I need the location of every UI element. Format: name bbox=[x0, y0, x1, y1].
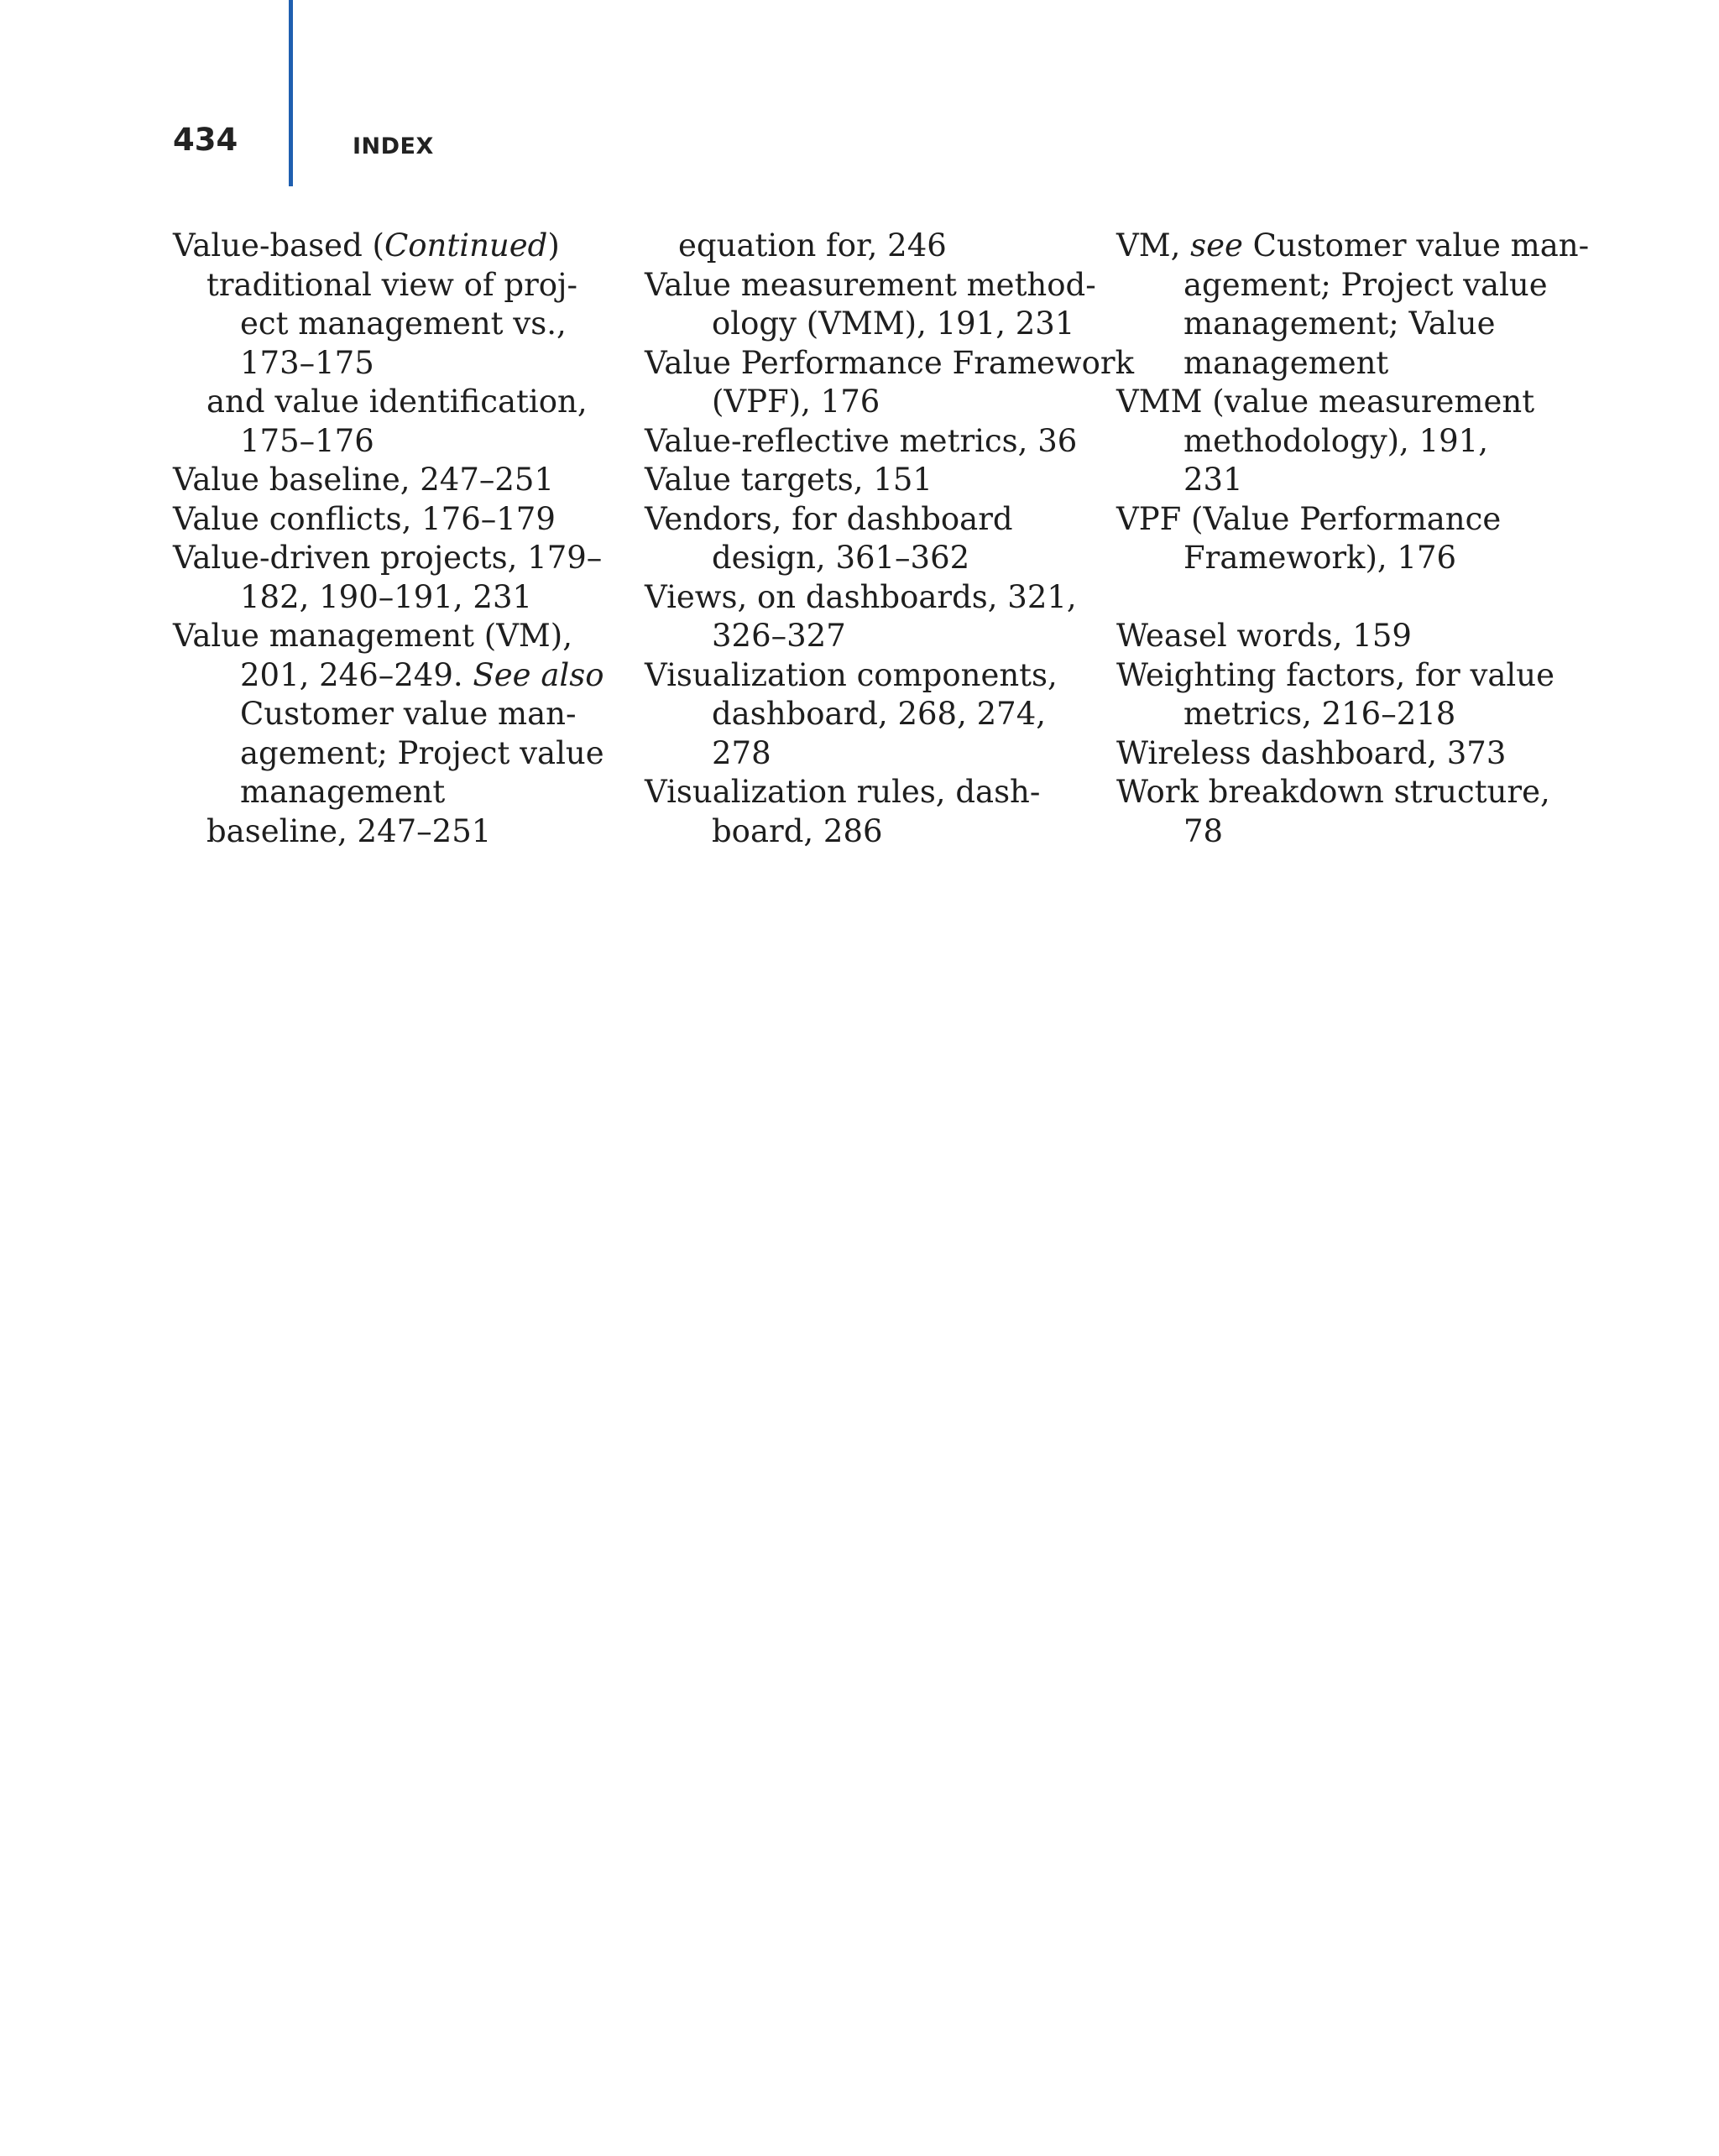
index-text: 231 bbox=[1183, 462, 1243, 498]
index-entry bbox=[645, 461, 1115, 500]
index-entry bbox=[1116, 656, 1586, 696]
index-text-italic: See also bbox=[473, 656, 604, 693]
index-text: Visualization components, bbox=[645, 656, 1058, 693]
index-text-italic: Continued bbox=[384, 227, 548, 264]
index-entry-continuation bbox=[173, 734, 643, 774]
index-text: Value targets, 151 bbox=[645, 462, 933, 498]
index-entry-continuation bbox=[1116, 266, 1586, 305]
index-text: 182, 190–191, 231 bbox=[240, 578, 533, 615]
index-text: management bbox=[240, 774, 446, 810]
index-entry bbox=[1116, 383, 1586, 422]
index-text: Value Performance Framework bbox=[645, 344, 1134, 381]
index-text: ology (VMM), 191, 231 bbox=[712, 305, 1075, 342]
index-text: board, 286 bbox=[712, 812, 883, 849]
index-entry bbox=[1116, 500, 1586, 540]
index-entry bbox=[1116, 773, 1586, 812]
index-text: ) bbox=[547, 227, 560, 264]
index-entry-continuation bbox=[645, 812, 1115, 852]
index-entry-continuation bbox=[1116, 539, 1586, 578]
index-text: (VPF), 176 bbox=[712, 384, 880, 420]
index-entry-continuation bbox=[645, 695, 1115, 734]
index-text: VPF (Value Performance bbox=[1116, 500, 1502, 537]
index-entry bbox=[173, 461, 643, 500]
index-text: Work breakdown structure, bbox=[1116, 774, 1550, 810]
index-text: VMM (value measurement bbox=[1116, 384, 1535, 420]
index-text: Value conflicts, 176–179 bbox=[173, 500, 556, 537]
index-entry-continuation bbox=[645, 734, 1115, 774]
index-entry bbox=[1116, 734, 1586, 774]
index-text: and value identification, bbox=[206, 384, 588, 420]
index-text: metrics, 216–218 bbox=[1183, 696, 1456, 732]
index-entry bbox=[1116, 617, 1586, 656]
index-text: 173–175 bbox=[240, 344, 374, 381]
page-number: 434 bbox=[173, 122, 238, 158]
index-entry-continuation bbox=[645, 539, 1115, 578]
index-text: Visualization rules, dash- bbox=[645, 774, 1041, 810]
index-text: Weighting factors, for value bbox=[1116, 656, 1554, 693]
index-text: Value-reflective metrics, 36 bbox=[645, 422, 1078, 459]
index-entry bbox=[645, 773, 1115, 812]
index-entry-continuation bbox=[173, 266, 643, 305]
index-entry bbox=[645, 344, 1134, 384]
index-entry bbox=[173, 539, 643, 578]
index-entry-continuation bbox=[173, 578, 643, 618]
index-entry-continuation bbox=[645, 227, 1115, 266]
index-text: Value-driven projects, 179– bbox=[173, 540, 603, 576]
index-entry-continuation bbox=[1116, 695, 1586, 734]
index-entry-continuation bbox=[645, 305, 1115, 344]
index-entry-continuation bbox=[173, 383, 643, 422]
index-entry bbox=[173, 617, 643, 656]
index-text: Value management (VM), bbox=[173, 618, 572, 654]
index-text: Value-based ( bbox=[173, 227, 384, 264]
index-entry-continuation bbox=[173, 656, 643, 696]
index-text: methodology), 191, bbox=[1183, 422, 1488, 459]
index-entry-continuation bbox=[173, 344, 643, 384]
index-text: agement; Project value bbox=[240, 734, 604, 771]
index-entry-continuation bbox=[1116, 461, 1586, 500]
index-entry-continuation bbox=[173, 773, 643, 812]
index-entry bbox=[1116, 227, 1590, 266]
running-head: INDEX bbox=[353, 133, 434, 159]
header-rule bbox=[289, 0, 293, 186]
index-text: Weasel words, 159 bbox=[1116, 618, 1412, 654]
index-text: Value baseline, 247–251 bbox=[173, 462, 554, 498]
index-text: dashboard, 268, 274, bbox=[712, 696, 1047, 732]
index-entry bbox=[645, 422, 1115, 462]
index-text: 175–176 bbox=[240, 422, 374, 459]
index-text: management; Value bbox=[1183, 305, 1496, 342]
index-entry-continuation bbox=[173, 812, 643, 852]
index-entry bbox=[645, 656, 1115, 696]
index-text: equation for, 246 bbox=[678, 227, 947, 264]
index-text: Views, on dashboards, 321, bbox=[645, 578, 1077, 615]
index-entry-continuation bbox=[173, 422, 643, 462]
index-entry bbox=[645, 578, 1115, 618]
index-text: traditional view of proj- bbox=[206, 266, 578, 303]
index-entry bbox=[173, 227, 643, 266]
index-text: Framework), 176 bbox=[1183, 540, 1457, 576]
index-text: Customer value man- bbox=[1242, 227, 1590, 264]
index-entry bbox=[645, 266, 1115, 305]
index-text: Vendors, for dashboard bbox=[645, 500, 1013, 537]
index-text: agement; Project value bbox=[1183, 266, 1548, 303]
index-text: design, 361–362 bbox=[712, 540, 970, 576]
index-entry bbox=[173, 500, 643, 540]
index-text: Wireless dashboard, 373 bbox=[1116, 734, 1507, 771]
index-entry-continuation bbox=[173, 695, 643, 734]
index-text: management bbox=[1183, 344, 1389, 381]
index-text: ect management vs., bbox=[240, 305, 567, 342]
index-column-3 bbox=[1116, 227, 1590, 851]
index-text: 278 bbox=[712, 734, 771, 771]
index-spacer bbox=[1116, 578, 1586, 618]
index-entry-continuation bbox=[1116, 344, 1586, 384]
index-column-2 bbox=[645, 227, 1134, 851]
index-text: Customer value man- bbox=[240, 696, 577, 732]
index-entry-continuation bbox=[1116, 305, 1586, 344]
index-text: 78 bbox=[1183, 812, 1224, 849]
index-text: 326–327 bbox=[712, 618, 846, 654]
index-entry bbox=[645, 500, 1115, 540]
index-entry-continuation bbox=[645, 383, 1115, 422]
index-text: baseline, 247–251 bbox=[206, 812, 492, 849]
index-text: 201, 246–249. bbox=[240, 656, 473, 693]
index-text-italic: see bbox=[1190, 227, 1243, 264]
index-entry-continuation bbox=[173, 305, 643, 344]
index-entry-continuation bbox=[1116, 812, 1586, 852]
index-entry-continuation bbox=[645, 617, 1115, 656]
index-column-1 bbox=[173, 227, 643, 851]
index-text: VM, bbox=[1116, 227, 1191, 264]
index-entry-continuation bbox=[1116, 422, 1586, 462]
index-text: Value measurement method- bbox=[645, 266, 1096, 303]
